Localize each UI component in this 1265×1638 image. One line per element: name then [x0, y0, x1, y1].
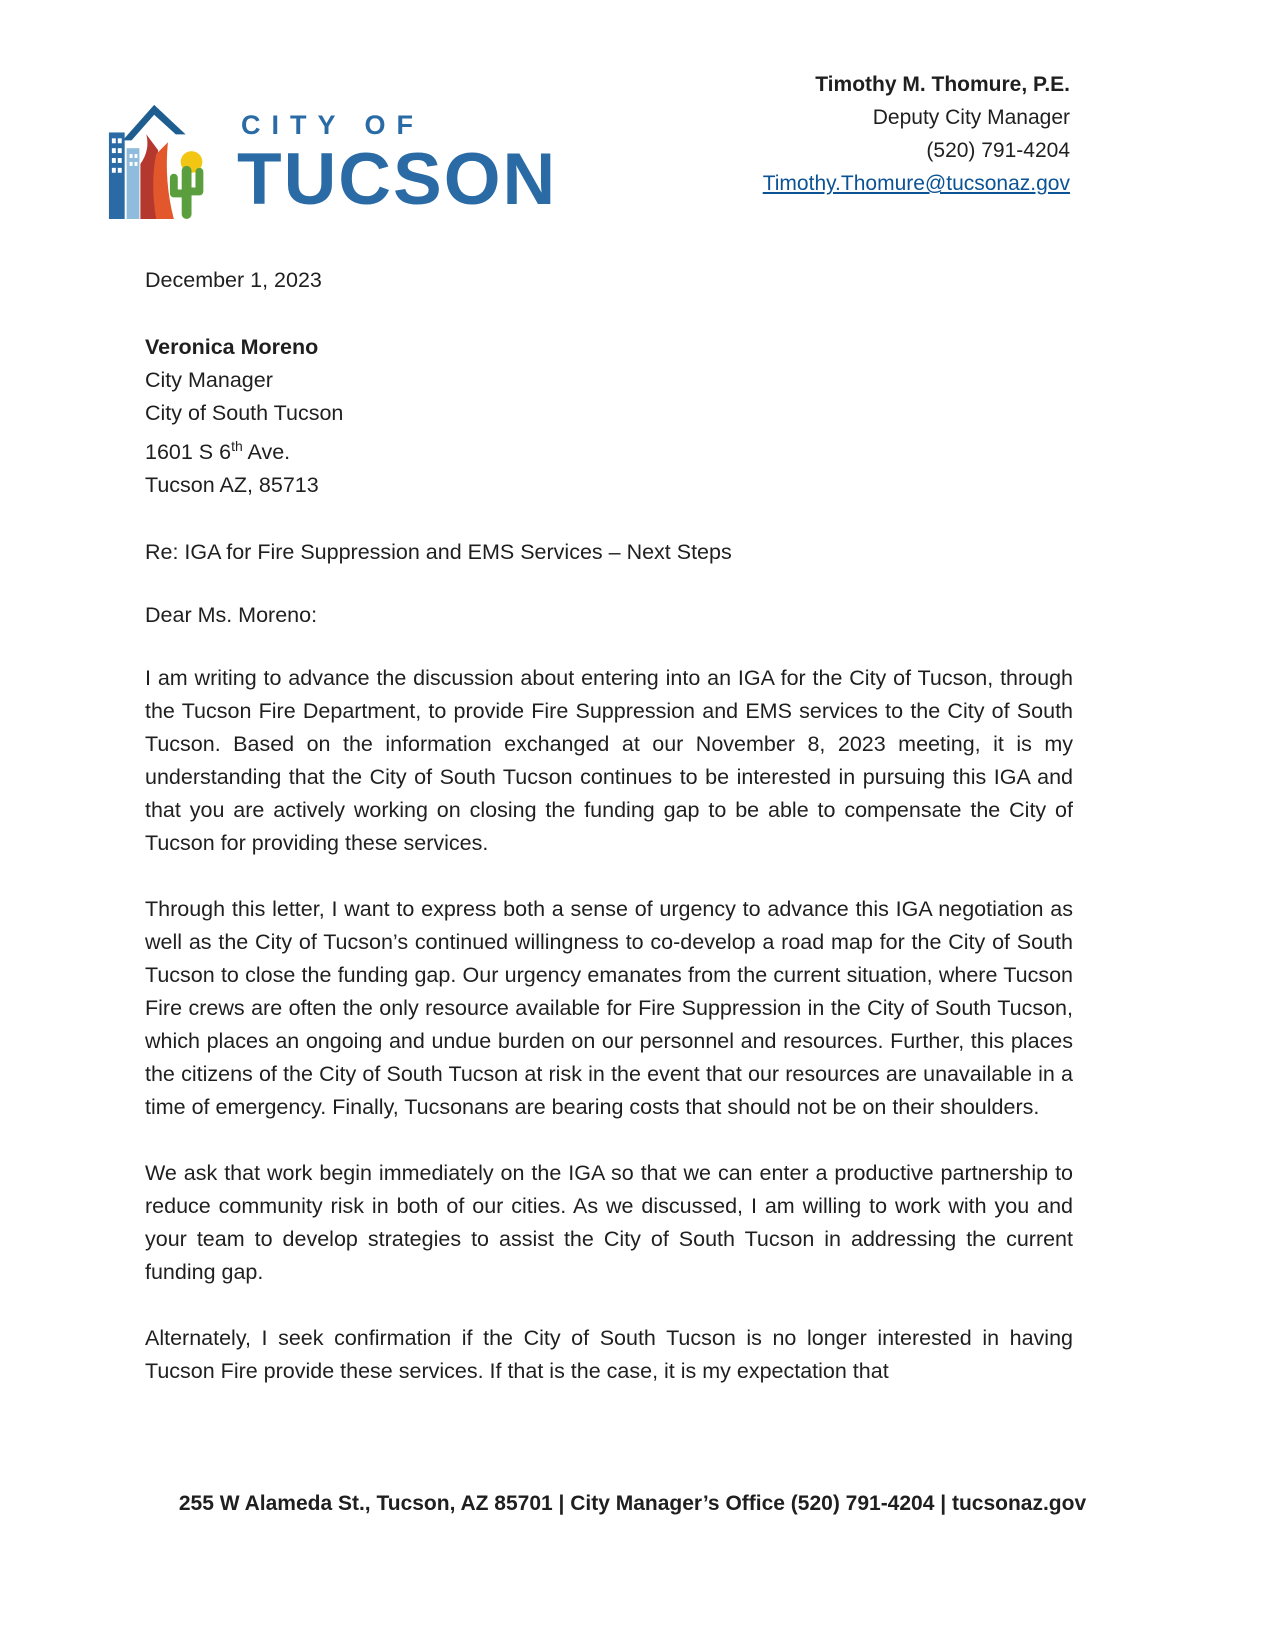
paragraph-1: I am writing to advance the discussion about entering into an IGA for the City of Tucson, through the Tucson Fire Department, to provide Fire Suppression and EMS services to the City of South Tucson. Based on the information exchanged at our November 8, 2023 meeting, it is my understanding that the City of South Tucson continues to be interested in pursuing this IGA and that you are actively working on closing the funding gap to be able to compensate the City of Tucson for providing these services.: [145, 666, 1073, 856]
recipient-block: [145, 331, 1073, 502]
logo-city-of-text: CITY OF: [241, 110, 425, 140]
paragraph-2: Through this letter, I want to express both a sense of urgency to advance this IGA negotiation as well as the City of Tucson’s continued willingness to co-develop a road map for the City of South Tucson to close the funding gap. Our urgency emanates from the current situation, where Tucson Fire crews are often the only resource available for Fire Suppression in the City of South Tucson, which places an ongoing and undue burden on our personnel and resources. Further, this places the citizens of the City of South Tucson at risk in the event that our resources are unavailable in a time of emergency. Finally, Tucsonans are bearing costs that should not be on their shoulders.: [145, 897, 1073, 1120]
sender-name: Timothy M. Thomure, P.E.: [815, 73, 1070, 96]
paragraph-4: Alternately, I seek confirmation if the City of South Tucson is no longer interested in having Tucson Fire provide these services. If that is the case, it is my expectation that: [145, 1326, 1073, 1384]
salutation: Dear Ms. Moreno:: [145, 603, 318, 628]
page-footer: 255 W Alameda St., Tucson, AZ 85701 | City Manager’s Office (520) 791-4204 | tucsonaz.gov: [178, 1492, 1087, 1515]
recipient-title: City Manager: [145, 368, 273, 392]
paragraph-3: We ask that work begin immediately on the IGA so that we can enter a productive partnership to reduce community risk in both of our cities. As we discussed, I am willing to work with you and your team to develop strategies to assist the City of South Tucson in addressing the current funding gap.: [145, 1161, 1073, 1285]
recipient-name: Veronica Moreno: [145, 335, 319, 359]
sender-email-link[interactable]: Timothy.Thomure@tucsonaz.gov: [762, 172, 1070, 195]
letter-body: [145, 264, 1073, 1421]
recipient-city: Tucson AZ, 85713: [145, 473, 319, 498]
sender-title: Deputy City Manager: [872, 106, 1070, 129]
sender-phone: (520) 791-4204: [926, 139, 1070, 162]
tucson-logo-wordmark: [237, 110, 557, 220]
recipient-street: 1601 S 6th Ave.: [145, 438, 291, 465]
tucson-logo-icon: [105, 98, 223, 220]
re-line: Re: IGA for Fire Suppression and EMS Services – Next Steps: [145, 540, 732, 565]
logo-tucson-text: TUCSON: [237, 139, 558, 220]
letter-date: December 1, 2023: [145, 268, 322, 292]
recipient-org: City of South Tucson: [145, 401, 344, 425]
sender-contact-block: [763, 68, 1070, 200]
ordinal-suffix: th: [231, 438, 243, 454]
city-of-tucson-logo: [105, 98, 557, 220]
